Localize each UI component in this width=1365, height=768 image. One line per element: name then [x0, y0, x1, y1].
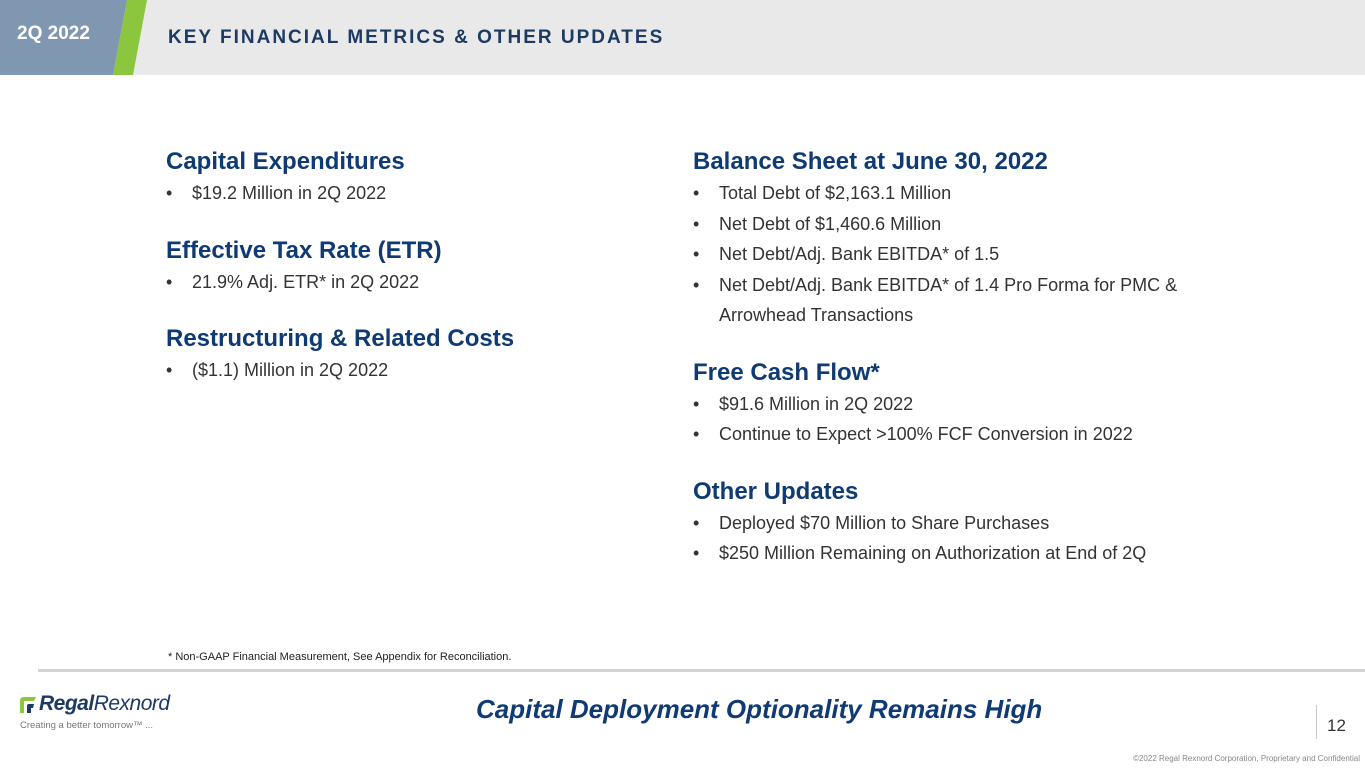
bullet-item: [693, 270, 1253, 331]
bullet-icon: •: [166, 360, 173, 380]
left-column: [166, 146, 646, 412]
logo-tagline: Creating a better tomorrow™ ...: [20, 720, 154, 731]
bullet-list: [166, 178, 646, 209]
bullet-item: [166, 355, 646, 386]
footer-headline: Capital Deployment Optionality Remains High: [476, 694, 1043, 724]
bullet-item: [166, 178, 646, 209]
section-title: Effective Tax Rate (ETR): [166, 236, 442, 264]
bullet-list: [166, 355, 646, 386]
bullet-icon: •: [693, 213, 700, 234]
bullet-text: Net Debt/Adj. Bank EBITDA* of 1.4 Pro Forma for PMC & Arrowhead Transactions: [719, 274, 1178, 325]
bullet-text: Total Debt of $2,163.1 Million: [719, 183, 952, 203]
bullet-item: [693, 538, 1253, 569]
bullet-list: [693, 508, 1253, 569]
bullet-text: Deployed $70 Million to Share Purchases: [719, 512, 1050, 533]
bullet-text: Net Debt/Adj. Bank EBITDA* of 1.5: [719, 244, 1000, 264]
bullet-list: [693, 178, 1253, 331]
page-number-divider: [1316, 705, 1317, 739]
copyright-notice: ©2022 Regal Rexnord Corporation, Proprietary and Confidential: [1133, 754, 1360, 763]
bullet-item: [693, 389, 1253, 420]
company-logo: [18, 692, 178, 720]
bullet-item: [693, 419, 1253, 450]
bullet-item: [166, 267, 646, 298]
logo-mark-icon: [18, 695, 38, 715]
period-tag-label: 2Q 2022: [17, 23, 90, 44]
bullet-icon: •: [693, 543, 700, 563]
bullet-icon: •: [166, 271, 173, 292]
bullet-icon: •: [693, 424, 700, 444]
bullet-list: [166, 267, 646, 298]
bullet-icon: •: [693, 183, 700, 203]
bullet-list: [693, 389, 1253, 450]
bullet-icon: •: [693, 274, 700, 295]
bullet-item: [693, 239, 1253, 270]
bullet-text: ($1.1) Million in 2Q 2022: [192, 360, 389, 380]
section-title: Other Updates: [693, 477, 859, 505]
bullet-text: Net Debt of $1,460.6 Million: [719, 213, 942, 234]
logo-wordmark: RegalRexnord: [39, 692, 170, 715]
bullet-text: 21.9% Adj. ETR* in 2Q 2022: [192, 271, 420, 292]
section-title: Capital Expenditures: [166, 148, 405, 175]
header-bar: [0, 0, 1365, 75]
slide-title: KEY FINANCIAL METRICS & OTHER UPDATES: [168, 27, 665, 48]
bullet-text: $91.6 Million in 2Q 2022: [719, 393, 914, 414]
section-title: Restructuring & Related Costs: [166, 325, 515, 352]
page-number: 12: [1327, 716, 1346, 735]
bullet-item: [693, 209, 1253, 240]
footnote: * Non-GAAP Financial Measurement, See Appendix for Reconciliation.: [168, 651, 512, 663]
bullet-item: [693, 508, 1253, 539]
section-title: Free Cash Flow*: [693, 358, 880, 386]
footer-divider: [38, 669, 1365, 672]
bullet-icon: •: [693, 512, 700, 533]
section-title: Balance Sheet at June 30, 2022: [693, 148, 1048, 175]
bullet-text: $19.2 Million in 2Q 2022: [192, 183, 387, 203]
bullet-icon: •: [693, 393, 700, 414]
right-column: [693, 146, 1253, 595]
bullet-item: [693, 178, 1253, 209]
bullet-icon: •: [166, 183, 173, 203]
bullet-icon: •: [693, 244, 700, 264]
bullet-text: $250 Million Remaining on Authorization at End of 2Q: [719, 543, 1147, 563]
bullet-text: Continue to Expect >100% FCF Conversion in 2022: [719, 424, 1133, 444]
